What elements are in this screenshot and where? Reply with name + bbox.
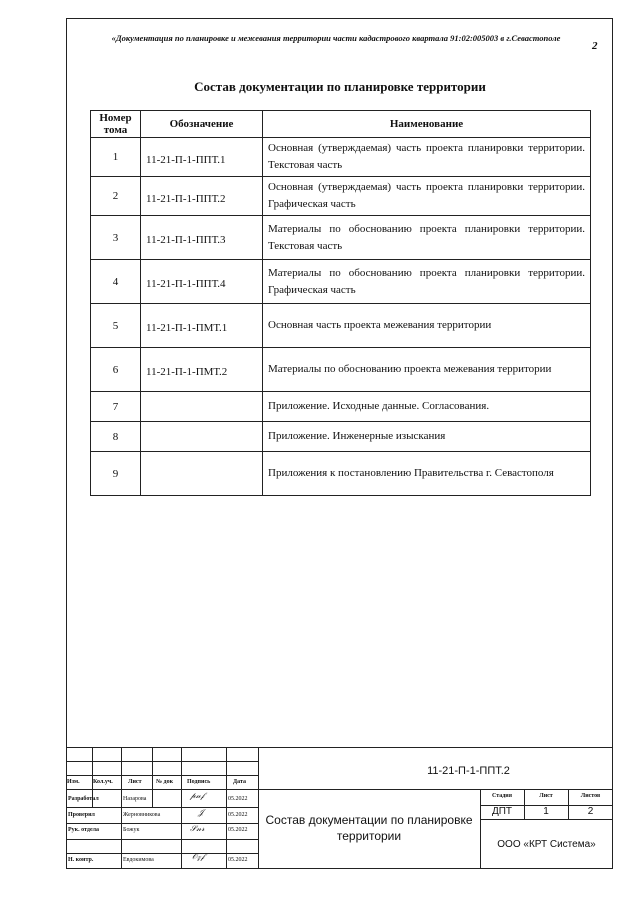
table-row xyxy=(91,422,591,452)
table-row xyxy=(91,177,591,216)
designation: 11-21-П-1-ПМТ.2 xyxy=(141,348,263,392)
designation: 11-21-П-1-ППТ.2 xyxy=(141,177,263,216)
col-qty: Кол.уч. xyxy=(93,779,113,785)
name-norm-control: Евдокимова xyxy=(123,857,154,863)
volume-number: 2 xyxy=(91,177,141,216)
table-header-row xyxy=(91,111,591,138)
stage-label: Стадия xyxy=(491,793,512,799)
volume-number: 5 xyxy=(91,304,141,348)
table-row xyxy=(91,452,591,496)
document-name: Основная часть проекта межевания территории xyxy=(263,304,591,348)
designation xyxy=(141,422,263,452)
page-number: 2 xyxy=(592,40,598,52)
role-head: Рук. отдела xyxy=(68,827,99,833)
volume-number: 4 xyxy=(91,260,141,304)
signature-mark: 𝒮𝓃𝓇 xyxy=(190,824,205,833)
name-head: Божук xyxy=(123,827,140,833)
col-date: Дата xyxy=(233,779,246,785)
document-name: Материалы по обоснованию проекта планировки территории. Текстовая часть xyxy=(263,216,591,260)
designation: 11-21-П-1-ППТ.1 xyxy=(141,138,263,177)
stamp-title: Состав документации по планировке территории xyxy=(265,813,473,843)
document-name: Основная (утверждаемая) часть проекта планировки территории. Текстовая часть xyxy=(263,138,591,177)
role-norm-control: Н. контр. xyxy=(68,857,94,863)
document-name: Приложение. Инженерные изыскания xyxy=(263,422,591,452)
document-name: Материалы по обоснованию проекта планировки территории. Графическая часть xyxy=(263,260,591,304)
role-checked: Проверил xyxy=(68,812,95,818)
role-developed: Разработал xyxy=(68,796,99,802)
stamp-document-code: 11-21-П-1-ППТ.2 xyxy=(427,765,510,777)
signature-mark: 𝒪𝓏𝒻 xyxy=(192,852,205,861)
table-row xyxy=(91,392,591,422)
organization-name: ООО «КРТ Система» xyxy=(497,839,596,850)
table-row xyxy=(91,260,591,304)
col-change: Изм. xyxy=(67,779,80,785)
header-name: Наименование xyxy=(263,111,591,138)
col-signature: Подпись xyxy=(187,779,211,785)
col-docnum: № док xyxy=(156,779,174,785)
name-checked: Жерновникова xyxy=(123,812,161,818)
designation: 11-21-П-1-ППТ.3 xyxy=(141,216,263,260)
volume-number: 9 xyxy=(91,452,141,496)
designation xyxy=(141,452,263,496)
volume-number: 8 xyxy=(91,422,141,452)
document-name: Материалы по обоснованию проекта межевания территории xyxy=(263,348,591,392)
header-volume-number: Номер тома xyxy=(91,111,141,138)
date-checked: 05.2022 xyxy=(228,812,248,818)
document-name: Приложения к постановлению Правительства г. Севастополя xyxy=(263,452,591,496)
sheets-label: Листов xyxy=(580,793,601,799)
table-row xyxy=(91,216,591,260)
date-head: 05.2022 xyxy=(228,827,248,833)
signature-mark: 𝒥 xyxy=(198,808,204,817)
designation: 11-21-П-1-ПМТ.1 xyxy=(141,304,263,348)
stage-value: ДПТ xyxy=(491,806,513,817)
designation xyxy=(141,392,263,422)
col-sheet: Лист xyxy=(128,779,142,785)
date-norm-control: 05.2022 xyxy=(228,857,248,863)
table-row xyxy=(91,304,591,348)
signature-mark: 𝓅𝓃𝒻 xyxy=(190,791,205,800)
page-title: Состав документации по планировке территории xyxy=(194,79,486,94)
document-name: Приложение. Исходные данные. Согласования. xyxy=(263,392,591,422)
name-developed: Назарова xyxy=(123,796,147,802)
table-row xyxy=(91,138,591,177)
date-developed: 05.2022 xyxy=(228,796,248,802)
document-header: «Документация по планировке и межевания территории части кадастрового квартала 91:02:005003 в г.Севастополе xyxy=(111,33,561,43)
contents-table xyxy=(90,110,591,496)
volume-number: 6 xyxy=(91,348,141,392)
designation: 11-21-П-1-ППТ.4 xyxy=(141,260,263,304)
volume-number: 1 xyxy=(91,138,141,177)
volume-number: 3 xyxy=(91,216,141,260)
document-name: Основная (утверждаемая) часть проекта планировки территории. Графическая часть xyxy=(263,177,591,216)
sheets-value: 2 xyxy=(587,806,594,817)
sheet-label: Лист xyxy=(539,793,553,799)
sheet-value: 1 xyxy=(543,806,549,817)
header-designation: Обозначение xyxy=(141,111,263,138)
volume-number: 7 xyxy=(91,392,141,422)
title-block xyxy=(66,747,613,869)
table-row xyxy=(91,348,591,392)
